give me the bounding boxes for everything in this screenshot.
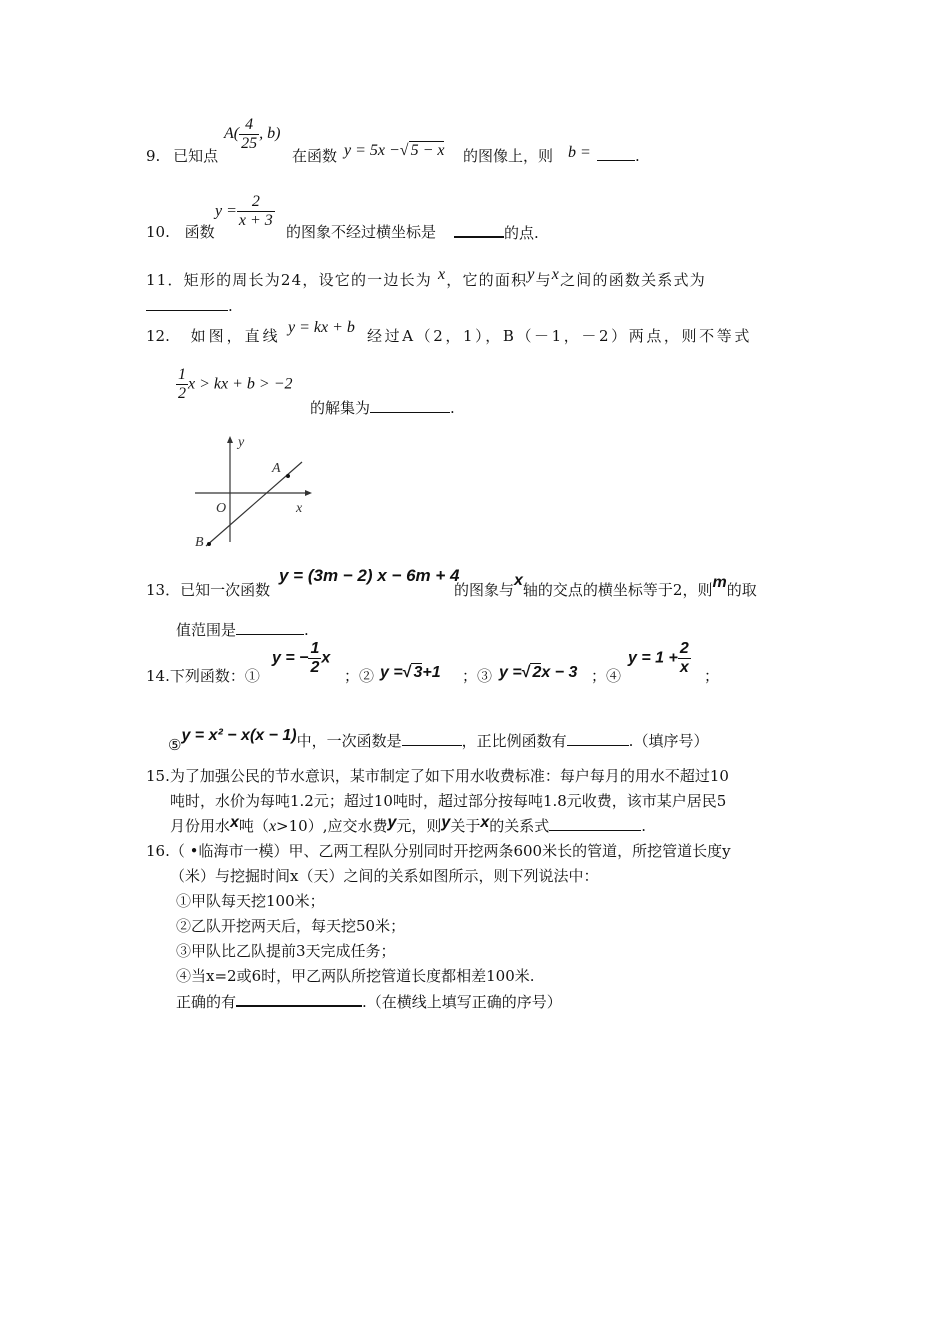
question-10 [146, 222, 215, 242]
question-11: 11．矩形的周长为24，设它的一边长为 x，它的面积y与x之间的函数关系式为 [146, 266, 706, 289]
q9-number: 9. [146, 147, 161, 165]
q9-text2: 在函数 [292, 147, 338, 165]
graph-point-a [286, 474, 290, 478]
q14-function-3: y =√ 2x − 3 [499, 664, 578, 681]
question-15-line1: 15.为了加强公民的节水意识，某市制定了如下用水收费标准：每户每月的用水不超过10 [146, 767, 729, 785]
q9-answer-blank[interactable]: . [597, 146, 640, 166]
graph-x-arrow [305, 490, 312, 496]
question-15-line2: 吨时，水价为每吨1.2元；超过10吨时，超过部分按每吨1.8元收费，该市某户居民5 [170, 792, 727, 810]
q16-option-3: ③甲队比乙队提前3天完成任务； [176, 942, 396, 960]
q12-line-equation: y = kx + b [288, 319, 355, 336]
q14-sep4: ； [704, 667, 720, 685]
question-12: 12. 如图，直线 [146, 327, 281, 345]
graph-label-origin: O [216, 501, 227, 516]
q14-function-2: y =√ 3+1 [380, 664, 441, 681]
q16-option-1: ①甲队每天挖100米； [176, 892, 325, 910]
q14-line2: ⑤y = x² − x(x − 1)中，一次函数是 ，正比例函数有 .（填序号） [168, 727, 709, 754]
q10-number: 10. [146, 223, 170, 241]
q9-text: 已知点 [173, 147, 219, 165]
q13-text2: 的图象与x轴的交点的横坐标等于2，则m的取 [454, 572, 757, 599]
question-15-line3: 月份用水x吨（x>10）,应交水费y元，则y关于x的关系式 . [170, 814, 647, 835]
q14-proportional-blank[interactable] [567, 731, 629, 746]
q12-fraction: $\frac{1}{2}$ [178, 366, 186, 402]
q14-sep3: ；④ [591, 667, 622, 685]
q13-answer-blank[interactable] [236, 620, 304, 635]
q12-inequality: $\frac{1}{2}$ x > kx + b > −2 [178, 366, 293, 402]
q9-point-fraction: $\frac{4}{25}$ [241, 116, 258, 152]
q16-answer-line: 正确的有 .（在横线上填写正确的序号） [176, 993, 562, 1011]
q10-function: y = $\frac{2}{x + 3}$ [215, 193, 273, 229]
q16-option-4: ④当x=2或6时，甲乙两队所挖管道长度都相差100米. [176, 967, 535, 985]
question-14: 14.下列函数：① [146, 667, 260, 685]
graph-point-b [207, 542, 211, 546]
q9-function: y = 5x −√ 5 − x [344, 142, 445, 159]
graph-label-x: x [296, 501, 303, 516]
q12-answer-blank[interactable] [370, 398, 450, 413]
q16-option-2: ②乙队开挖两天后，每天挖50米； [176, 917, 406, 935]
q9-point: A( $\frac{4}{25}$ , b) [224, 116, 281, 152]
q10-text: 函数 [184, 223, 215, 241]
question-16-line2: （米）与挖掘时间x（天）之间的关系如图所示，则下列说法中： [170, 867, 599, 885]
q10-fraction: $\frac{2}{x + 3}$ [238, 193, 273, 229]
q10-text2: 的图象不经过横坐标是 [286, 223, 437, 241]
q14-function-4: y = 1 + $\frac{2}{x}$ [628, 640, 689, 676]
q9-text3: 的图像上，则 [463, 147, 554, 165]
q11-answer-blank[interactable]: . [146, 296, 233, 316]
q14-sep2: ；③ [462, 667, 493, 685]
q15-answer-blank[interactable] [549, 816, 641, 831]
graph-y-arrow [227, 436, 233, 443]
graph-label-b: B [195, 535, 204, 550]
q14-sep1: ；② [344, 667, 375, 685]
q10-answer-blank[interactable]: 的点. [454, 222, 539, 243]
q9-var-b: b = [568, 144, 591, 161]
question-13: 13．已知一次函数 [146, 581, 271, 599]
graph-label-a: A [272, 461, 281, 476]
q14-function-1: y = − $\frac{1}{2}$ x [272, 640, 331, 676]
q12-text2: 经过A（2，1），B（－1，－2）两点，则不等式 [367, 327, 752, 345]
q12-text3: 的解集为 . [310, 399, 455, 417]
graph-label-y: y [238, 435, 245, 450]
q13-function: y = (3m − 2) x − 6m + 4 [279, 566, 460, 585]
question-16-line1: 16.（ •临海市一模）甲、乙两工程队分别同时开挖两条600米长的管道，所挖管道长度y [146, 842, 731, 860]
q16-answer-blank[interactable] [236, 991, 362, 1007]
question-9 [146, 146, 218, 166]
q12-graph [190, 432, 330, 557]
q14-linear-blank[interactable] [402, 731, 462, 746]
q13-line2: 值范围是 . [176, 621, 309, 639]
